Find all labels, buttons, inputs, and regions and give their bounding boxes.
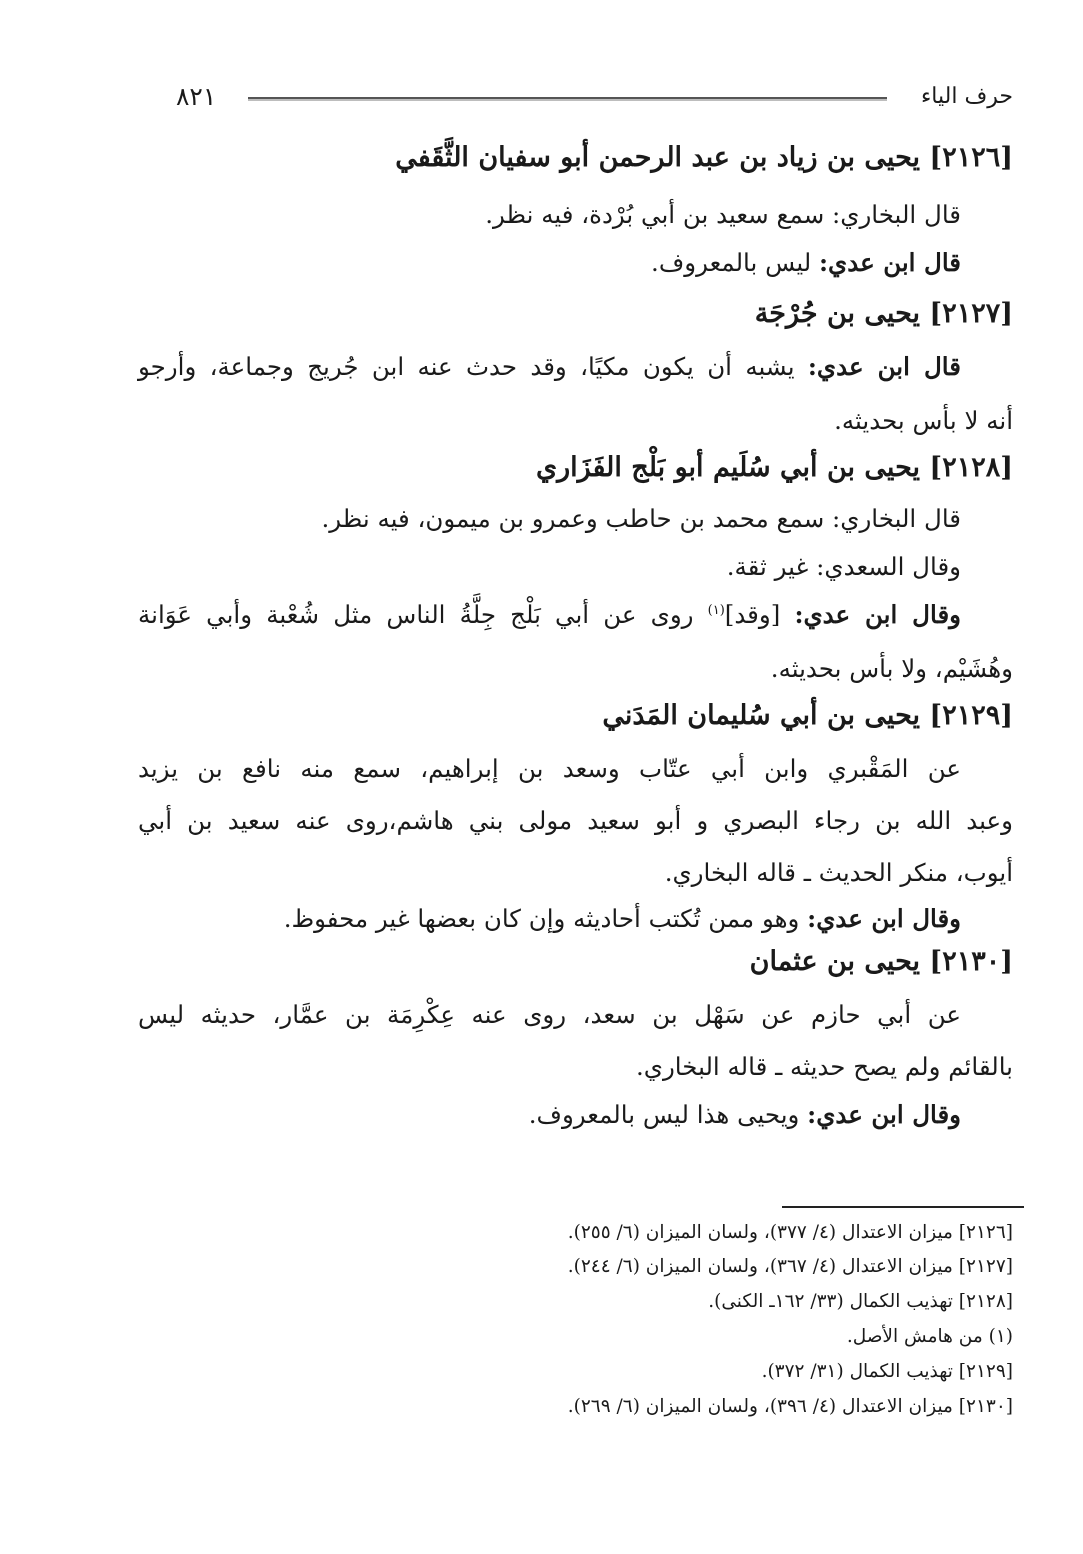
entry-heading-2127: [٢١٢٧] يحيى بن جُرْجَة bbox=[754, 298, 1013, 329]
footnote-item: [٢١٢٦] ميزان الاعتدال (٤/ ٣٧٧)، ولسان الميزان (٦/ ٢٥٥). bbox=[567, 1222, 1013, 1243]
page-number: ٨٢١ bbox=[176, 82, 217, 111]
entry-heading-2130: [٢١٣٠] يحيى بن عثمان bbox=[749, 946, 1013, 977]
entry-line: أيوب، منكر الحديث ـ قاله البخاري. bbox=[664, 858, 1013, 887]
entry-text: ليس بالمعروف. bbox=[651, 248, 819, 277]
entry-line: وعبد الله بن رجاء البصري و أبو سعيد مولى بني هاشم،روى عنه سعيد بن أبي bbox=[138, 806, 1013, 835]
footnote-item: [٢١٣٠] ميزان الاعتدال (٤/ ٣٩٦)، ولسان الميزان (٦/ ٢٦٩). bbox=[567, 1396, 1013, 1417]
entry-line: وقال السعدي: غير ثقة. bbox=[726, 552, 961, 581]
running-header bbox=[170, 82, 1013, 116]
entry-line: عن المَقْبري وابن أبي عتّاب وسعد بن إبراهيم، سمع منه نافع بن يزيد bbox=[138, 754, 961, 783]
entry-line bbox=[138, 904, 1013, 933]
footnote-item: (١) من هامش الأصل. bbox=[846, 1326, 1013, 1347]
entry-line bbox=[138, 248, 1013, 277]
entry-text: روى عن أبي بَلْج جِلَّةُ الناس مثل شُعْبة وأبي عَوَانة bbox=[138, 600, 708, 629]
speaker-label: قال ابن عدي: bbox=[818, 248, 961, 277]
speaker-label: قال ابن عدي: bbox=[807, 352, 961, 381]
entry-heading-2129: [٢١٢٩] يحيى بن أبي سُليمان المَدَني bbox=[602, 700, 1013, 731]
entry-heading-2126: [٢١٢٦] يحيى بن زياد بن عبد الرحمن أبو سفيان الثَّقَفي bbox=[395, 142, 1013, 173]
entry-line: بالقائم ولم يصح حديثه ـ قاله البخاري. bbox=[636, 1052, 1013, 1081]
header-rule bbox=[248, 97, 887, 99]
footnote-item: [٢١٢٧] ميزان الاعتدال (٤/ ٣٦٧)، ولسان الميزان (٦/ ٢٤٤). bbox=[567, 1256, 1013, 1277]
entry-line bbox=[138, 1100, 1013, 1129]
entry-text: وهو ممن تُكتب أحاديثه وإن كان بعضها غير محفوظ. bbox=[283, 904, 808, 933]
speaker-label: وقال ابن عدي: bbox=[807, 904, 961, 933]
entry-line bbox=[138, 600, 1013, 629]
entry-line: أنه لا بأس بحديثه. bbox=[834, 406, 1013, 435]
entry-line: عن أبي حازم عن سَهْل بن سعد، روى عنه عِكْرِمَة بن عمَّار، حديثه ليس bbox=[138, 1000, 961, 1029]
entry-line: قال البخاري: سمع سعيد بن أبي بُرْدة، فيه نظر. bbox=[485, 200, 961, 229]
entry-text: [وقد] bbox=[724, 600, 795, 629]
section-title: حرف الياء bbox=[920, 84, 1013, 109]
speaker-label: وقال ابن عدي: bbox=[794, 600, 961, 629]
entry-heading-2128: [٢١٢٨] يحيى بن أبي سُلَيم أبو بَلْج الفَزَاري bbox=[535, 452, 1013, 483]
entry-line: قال البخاري: سمع محمد بن حاطب وعمرو بن ميمون، فيه نظر. bbox=[321, 504, 961, 533]
entry-line bbox=[138, 352, 1013, 381]
entry-text: يشبه أن يكون مكيًا، وقد حدث عنه ابن جُريج وجماعة، وأرجو bbox=[138, 352, 808, 381]
entry-line: وهُشَيْم، ولا بأس بحديثه. bbox=[770, 654, 1013, 683]
footnote-item: [٢١٢٩] تهذيب الكمال (٣١/ ٣٧٢). bbox=[761, 1361, 1013, 1382]
footnote-separator bbox=[782, 1206, 1024, 1208]
speaker-label: وقال ابن عدي: bbox=[807, 1100, 961, 1129]
footnote-marker: (١) bbox=[707, 602, 725, 618]
entry-text: ويحيى هذا ليس بالمعروف. bbox=[528, 1100, 808, 1129]
footnote-item: [٢١٢٨] تهذيب الكمال (٣٣/ ١٦٢ـ الكنى). bbox=[708, 1291, 1013, 1312]
